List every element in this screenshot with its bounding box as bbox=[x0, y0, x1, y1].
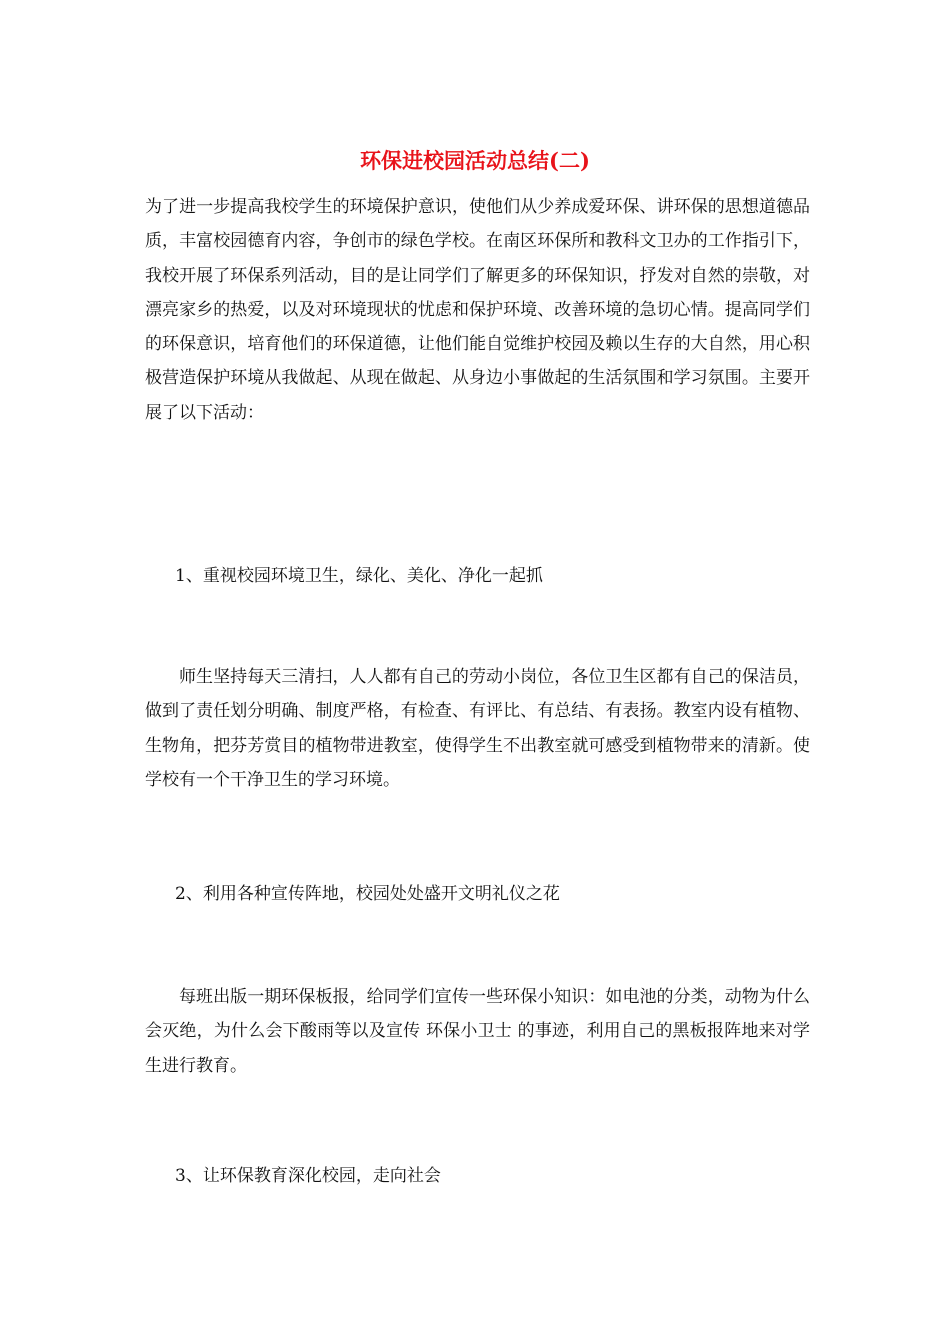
section-body-2: 每班出版一期环保板报，给同学们宣传一些环保小知识：如电池的分类，动物为什么会灭绝，为什么会下酸雨等以及宣传 环保小卫士 的事迹，利用自己的黑板报阵地来对学生进行教育。 bbox=[145, 987, 810, 1076]
section-heading-3: 3、让环保教育深化校园，走向社会 bbox=[175, 1166, 441, 1186]
section-body-1: 师生坚持每天三清扫，人人都有自己的劳动小岗位，各位卫生区都有自己的保洁员，做到了责任划分明确、制度严格，有检查、有评比、有总结、有表扬。教室内设有植物、生物角，把芬芳赏目的植物带进教室，使得学生不出教室就可感受到植物带来的清新。使学校有一个干净卫生的学习环境。 bbox=[145, 667, 810, 790]
document-title: 环保进校园活动总结(二) bbox=[360, 148, 590, 173]
intro-paragraph: 为了进一步提高我校学生的环境保护意识，使他们从少养成爱环保、讲环保的思想道德品质，丰富校园德育内容，争创市的绿色学校。在南区环保所和教科文卫办的工作指引下，我校开展了环保系列活动，目的是让同学们了解更多的环保知识，抒发对自然的崇敬，对漂亮家乡的热爱，以及对环境现状的忧虑和保护环境、改善环境的急切心情。提高同学们的环保意识，培育他们的环保道德，让他们能自觉维护校园及赖以生存的大自然，用心积极营造保护环境从我做起、从现在做起、从身边小事做起的生活氛围和学习氛围。主要开展了以下活动： bbox=[145, 197, 810, 423]
section-heading-2: 2、利用各种宣传阵地，校园处处盛开文明礼仪之花 bbox=[175, 884, 560, 904]
section-heading-1: 1、重视校园环境卫生，绿化、美化、净化一起抓 bbox=[175, 566, 543, 586]
